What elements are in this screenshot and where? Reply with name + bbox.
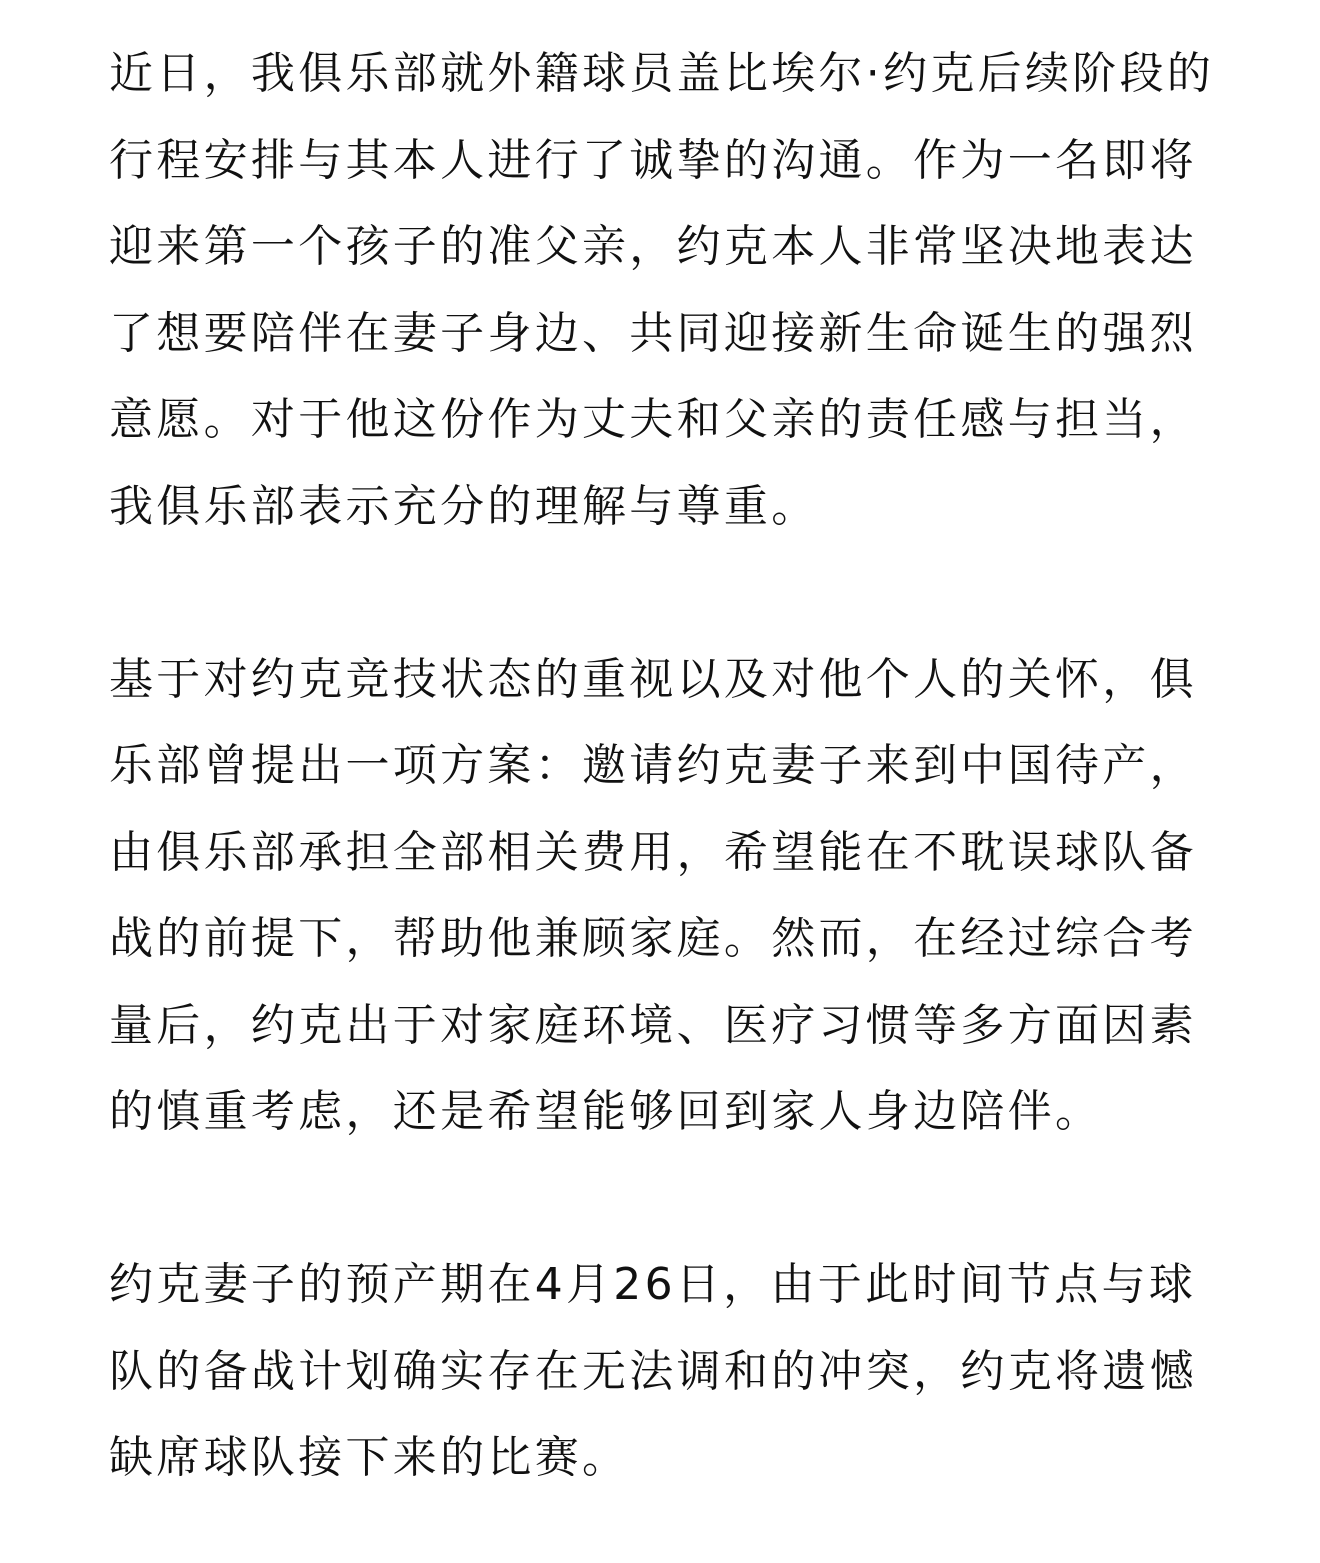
text-line: 意愿。对于他这份作为丈夫和父亲的责任感与担当， (109, 394, 1197, 445)
text-line: 我俱乐部表示充分的理解与尊重。 (109, 480, 819, 532)
text-line: 乐部曾提出一项方案：邀请约克妻子来到中国待产， (109, 740, 1197, 791)
text-line: 近日，我俱乐部就外籍球员盖比埃尔·约克后续阶段的 (109, 48, 1215, 99)
text-line: 行程安排与其本人进行了诚挚的沟通。作为一名即将 (109, 134, 1197, 186)
text-line: 约克妻子的预产期在4月26日，由于此时间节点与球 (109, 1259, 1197, 1310)
text-line: 了想要陪伴在妻子身边、共同迎接新生命诞生的强烈 (109, 307, 1197, 359)
text-line: 基于对约克竞技状态的重视以及对他个人的关怀，俱 (109, 653, 1197, 705)
paragraph-2 (109, 637, 1209, 1156)
article-body (109, 31, 1215, 1502)
text-line: 缺席球队接下来的比赛。 (109, 1432, 630, 1483)
text-line: 的慎重考虑，还是希望能够回到家人身边陪伴。 (109, 1086, 1103, 1137)
text-line: 由俱乐部承担全部相关费用，希望能在不耽误球队备 (109, 826, 1197, 878)
text-line: 队的备战计划确实存在无法调和的冲突，约克将遗憾 (109, 1345, 1197, 1397)
paragraph-3 (109, 1242, 1209, 1502)
text-line: 迎来第一个孩子的准父亲，约克本人非常坚决地表达 (109, 221, 1197, 272)
paragraph-1 (109, 31, 1215, 550)
text-line: 战的前提下，帮助他兼顾家庭。然而，在经过综合考 (109, 913, 1197, 964)
text-line: 量后，约克出于对家庭环境、医疗习惯等多方面因素 (109, 999, 1197, 1051)
